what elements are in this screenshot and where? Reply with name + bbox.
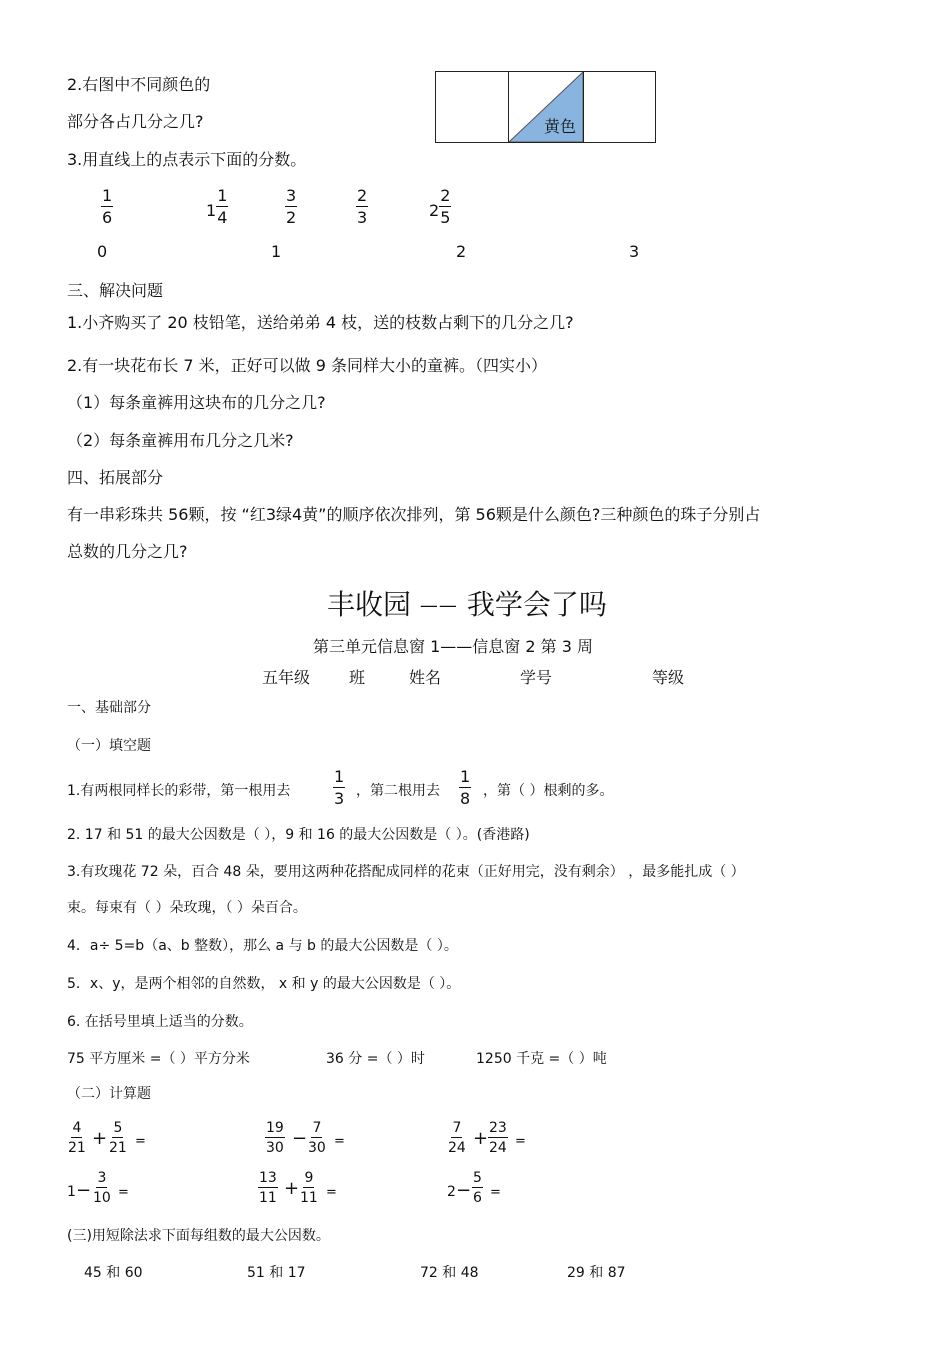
denominator: 6 [102,208,113,227]
yellow-label: 黄色 [544,117,577,136]
gcd-title: (三)用短除法求下面每组数的最大公因数。 [67,1228,330,1244]
numerator: 1 [334,767,345,786]
color-grid-figure [435,71,656,143]
fill-q1-c: ，第（ ）根剩的多。 [483,783,614,799]
axis-label-3: 3 [629,242,640,261]
axis-label-2: 2 [456,242,467,261]
mixed-fraction-1-1-4 [206,188,228,226]
q2-line1: 2.右图中不同颜色的 [67,75,211,94]
fraction-2-3 [356,188,368,226]
fill-q6-item2: 36 分 =（ ）时 [326,1051,425,1067]
calc4-fraction-b [92,1171,112,1205]
numerator: 7 [312,1120,322,1136]
fill-blank-title: （一）填空题 [67,738,151,754]
fill-q6-item3: 1250 千克 =（ ）吨 [476,1051,607,1067]
q2-line2: 部分各占几分之几? [67,112,204,131]
axis-label-0: 0 [97,242,108,261]
gcd-pair-3: 72 和 48 [420,1265,479,1281]
grid-cell-middle [508,71,584,143]
fill-q2: 2. 17 和 51 的最大公因数是（ ），9 和 16 的最大公因数是（ ）。(香港路) [67,827,530,843]
numerator: 9 [304,1170,314,1186]
denominator: 30 [266,1140,284,1156]
denominator: 10 [93,1190,111,1206]
calc3-equals: = [515,1134,526,1149]
fraction-1-8 [459,769,471,807]
numerator: 5 [113,1120,123,1136]
field-student-number: 学号 [520,668,553,687]
section4-title: 四、拓展部分 [67,468,164,487]
calc2-operator: − [292,1128,308,1149]
denominator: 21 [68,1140,86,1156]
fraction-part [439,188,451,226]
numerator: 3 [97,1170,107,1186]
section3-problem2: 2.有一块花布长 7 米，正好可以做 9 条同样大小的童裤。（四实小） [67,356,547,375]
part1-title: 一、基础部分 [67,700,151,716]
field-class: 班 [349,668,366,687]
calc4-operator: − [76,1180,92,1201]
grid-cell-right [583,71,656,143]
denominator: 4 [217,208,228,227]
numerator: 19 [266,1120,284,1136]
fill-q6: 6. 在括号里填上适当的分数。 [67,1014,253,1030]
calc1-equals: = [135,1134,146,1149]
fraction-3-2 [285,188,297,226]
calc5-equals: = [326,1185,337,1200]
field-name: 姓名 [409,668,442,687]
numerator: 23 [489,1120,507,1136]
denominator: 24 [489,1140,507,1156]
calc2-fraction-b [307,1121,327,1155]
fraction-1-6 [101,188,113,226]
field-grade: 五年级 [262,668,311,687]
calc6-equals: = [490,1185,501,1200]
calc6-fraction-b [472,1171,483,1205]
gcd-pair-4: 29 和 87 [567,1265,626,1281]
axis-label-1: 1 [271,242,282,261]
denominator: 2 [286,208,297,227]
section4-problem-line2: 总数的几分之几? [67,542,188,561]
section3-problem1: 1.小齐购买了 20 枝铅笔，送给弟弟 4 枝，送的枝数占剩下的几分之几? [67,313,574,332]
calc3-fraction-a [447,1121,467,1155]
denominator: 5 [440,208,451,227]
numerator: 1 [217,186,228,205]
field-level: 等级 [652,668,685,687]
gcd-pair-2: 51 和 17 [247,1265,306,1281]
fill-q6-item1: 75 平方厘米 =（ ）平方分米 [67,1051,250,1067]
worksheet-title [327,583,607,623]
calc4-equals: = [118,1185,129,1200]
fill-q5: 5．x、y，是两个相邻的自然数， x 和 y 的最大公因数是（ ）。 [67,976,461,992]
denominator: 21 [109,1140,127,1156]
numerator: 1 [460,767,471,786]
worksheet-subtitle: 第三单元信息窗 1——信息窗 2 第 3 周 [313,637,593,656]
numerator: 7 [452,1120,462,1136]
grid-cell-left [435,71,509,143]
numerator: 2 [357,186,368,205]
calc3-operator: + [473,1128,489,1149]
calc1-operator: + [92,1128,108,1149]
title-dash: —— [419,595,458,617]
calc5-fraction-b [299,1171,319,1205]
section3-title: 三、解决问题 [67,281,164,300]
calc5-fraction-a [258,1171,278,1205]
section4-problem-line1: 有一串彩珠共 56颗，按 “红3绿4黄”的顺序依次排列，第 56颗是什么颜色?三种颜色的珠子分别占 [67,505,761,524]
denominator: 24 [448,1140,466,1156]
numerator: 13 [259,1170,277,1186]
calc6-lead-number: 2 [447,1184,456,1200]
numerator: 1 [102,186,113,205]
denominator: 3 [334,789,345,808]
denominator: 3 [357,208,368,227]
denominator: 6 [473,1190,482,1206]
calc4-lead-number: 1 [67,1184,76,1200]
numerator: 4 [72,1120,82,1136]
calc3-fraction-b [488,1121,508,1155]
fill-q3-line2: 束。每束有（ ）朵玫瑰，（ ）朵百合。 [67,900,307,916]
calc1-fraction-a [67,1121,87,1155]
fill-q3-line1: 3.有玫瑰花 72 朵，百合 48 朵，要用这两种花搭配成同样的花束（正好用完，没有剩余） ，最多能扎成（ ） [67,864,745,880]
numerator: 3 [286,186,297,205]
denominator: 30 [308,1140,326,1156]
calc6-operator: − [456,1180,472,1201]
title-main: 丰收园 [327,588,412,621]
calc5-operator: + [284,1178,300,1199]
gcd-pair-1: 45 和 60 [84,1265,143,1281]
denominator: 11 [300,1190,318,1206]
mixed-fraction-2-2-5 [429,188,451,226]
calc2-fraction-a [265,1121,285,1155]
numerator: 2 [440,186,451,205]
numerator: 5 [473,1170,482,1186]
section3-problem2-part2: （2）每条童裤用布几分之几米? [67,431,294,450]
denominator: 8 [460,789,471,808]
fill-q4: 4．a÷ 5=b（a、b 整数），那么 a 与 b 的最大公因数是（ ）。 [67,938,458,954]
calc1-fraction-b [108,1121,128,1155]
calc2-equals: = [334,1134,345,1149]
fraction-1-3 [333,769,345,807]
whole-part: 1 [206,200,217,220]
q3-title: 3.用直线上的点表示下面的分数。 [67,150,307,169]
denominator: 11 [259,1190,277,1206]
section3-problem2-part1: （1）每条童裤用这块布的几分之几? [67,393,326,412]
calc-title: （二）计算题 [67,1086,151,1102]
title-rest: 我学会了吗 [466,588,607,621]
fraction-part [216,188,228,226]
fill-q1-b: ，第二根用去 [356,783,440,799]
whole-part: 2 [429,200,440,220]
fill-q1-a: 1.有两根同样长的彩带，第一根用去 [67,783,291,799]
